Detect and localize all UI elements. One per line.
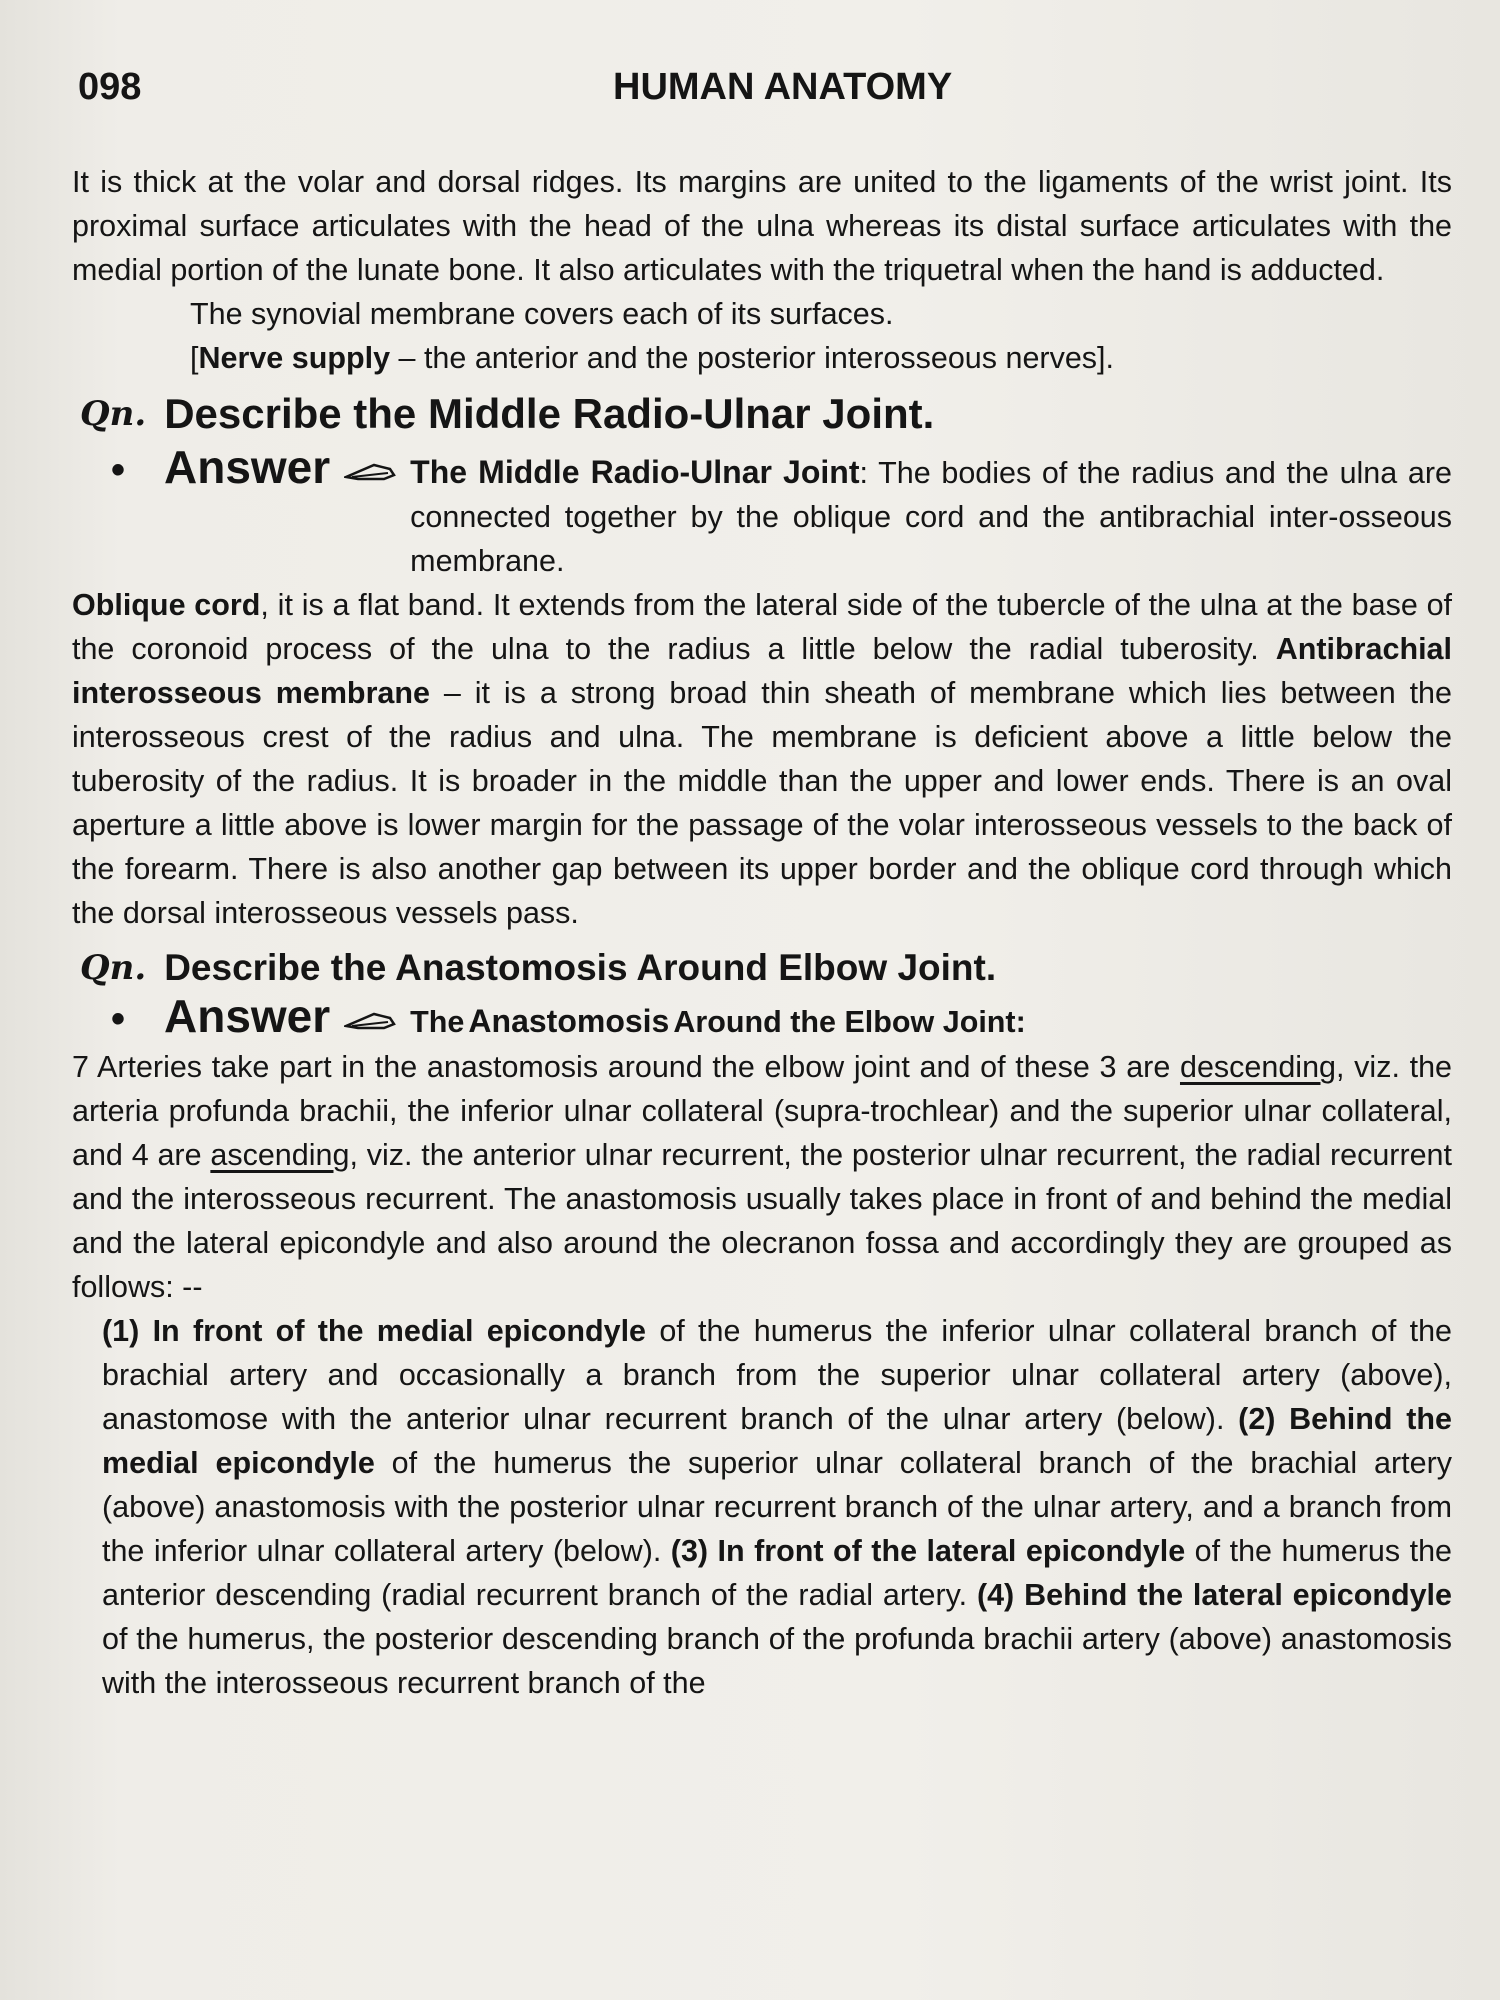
- question-marker: Qn.: [80, 394, 147, 434]
- nerve-supply-paragraph: [Nerve supply – the anterior and the posterior interosseous nerves].: [190, 341, 1114, 375]
- group-3-heading: (3) In front of the lateral epicondyle: [670, 1534, 1186, 1568]
- question-2-text: Describe the Anastomosis Around Elbow Joint: [164, 947, 986, 988]
- answer-2-paragraph: [72, 1045, 1452, 1309]
- bullet-icon: •: [110, 448, 125, 492]
- answer-1-continued: [72, 583, 1452, 935]
- descending-term: descending: [1179, 1050, 1336, 1084]
- running-head: HUMAN ANATOMY: [613, 66, 953, 108]
- answer-label: Answer: [164, 441, 331, 493]
- answer-2-the: The: [410, 1005, 465, 1039]
- writing-hand-icon: [344, 1008, 396, 1032]
- answer-1-intro: : The bodies of the radius and the ulna are connected together by the oblique cord and the antibrachial inter-osseous membrane.: [410, 456, 1453, 578]
- group-2-heading: (2) Behind the medial epicondyle: [102, 1402, 1452, 1480]
- question-marker: Qn.: [80, 948, 147, 988]
- synovial-paragraph: The synovial membrane covers each of its surfaces.: [190, 297, 894, 331]
- nerve-supply-text: – the anterior and the posterior interosseous nerves].: [390, 341, 1114, 375]
- answer-2-header: [72, 989, 1452, 1043]
- group-2-text: of the humerus the superior ulnar collateral branch of the brachial artery (above) anastomosis with the posterior ulnar recurrent branch of the ulnar artery, and a branch from the inferior ulnar collateral artery (below).: [102, 1446, 1452, 1568]
- page-header: [78, 66, 1420, 126]
- writing-hand-icon: [344, 459, 396, 483]
- question-1-text: Describe the Middle Radio-Ulnar Joint: [164, 390, 923, 437]
- answer-2-title: Anastomosis: [468, 1003, 670, 1039]
- page-content: [72, 160, 1452, 1705]
- group-3-text: of the humerus the anterior descending (radial recurrent branch of the radial artery.: [102, 1534, 1453, 1612]
- descending-list: , viz. the arteria profunda brachii, the inferior ulnar collateral (supra-trochlear) and the superior ulnar collateral, and 4 are: [72, 1050, 1453, 1172]
- anastomosis-groups: [72, 1309, 1452, 1705]
- bullet-icon: •: [110, 997, 125, 1041]
- intro-paragraph: It is thick at the volar and dorsal ridges. Its margins are united to the ligaments of the wrist joint. Its proximal surface articulates with the head of the ulna whereas its distal surface articulates with the medial portion of the lunate bone. It also articulates with the triquetral when the hand is adducted.: [72, 165, 1452, 287]
- group-4-heading: (4) Behind the lateral epicondyle: [976, 1578, 1452, 1612]
- answer-label: Answer: [164, 990, 331, 1042]
- group-1-heading: (1) In front of the medial epicondyle: [102, 1314, 647, 1348]
- nerve-supply-label: Nerve supply: [198, 341, 391, 375]
- membrane-text: – it is a strong broad thin sheath of membrane which lies between the interosseous crest of the radius and ulna. The membrane is deficient above a little below the tuberosity of the radius. It is broader in the middle than the upper and lower ends. There is an oval aperture a little above is lower margin for the passage of the volar interosseous vessels to the back of the forearm. There is also another gap between its upper border and the oblique cord through which the dorsal interosseous vessels pass.: [72, 676, 1452, 930]
- group-4-text: of the humerus, the posterior descending branch of the profunda brachii artery (above) anastomosis with the interosseous recurrent branch of the: [102, 1622, 1452, 1700]
- ascending-list: , viz. the anterior ulnar recurrent, the posterior ulnar recurrent, the radial recurrent and the interosseous recurrent. The anastomosis usually takes place in front of and behind the medial and the lateral epicondyle and also around the olecranon fossa and accordingly they are grouped as follows: --: [72, 1138, 1452, 1304]
- oblique-cord-text: , it is a flat band. It extends from the lateral side of the tubercle of the ulna at the base of the coronoid process of the ulna to the radius a little below the radial tuberosity.: [72, 588, 1453, 666]
- arteries-intro: 7 Arteries take part in the anastomosis around the elbow joint and of these 3 are: [72, 1050, 1180, 1084]
- ascending-term: ascending: [210, 1138, 350, 1172]
- answer-1-first-line: [410, 450, 1452, 583]
- question-2: Qn. Describe the Anastomosis Around Elbow Joint .: [80, 947, 997, 988]
- oblique-cord-term: Oblique cord: [72, 588, 261, 622]
- page-number: 098: [78, 66, 142, 108]
- membrane-term: Antibrachial interosseous membrane: [72, 632, 1452, 710]
- question-1: Qn. Describe the Middle Radio-Ulnar Joint .: [80, 390, 935, 437]
- group-1-text: of the humerus the inferior ulnar collateral branch of the brachial artery and occasionally a branch from the superior ulnar collateral artery (above), anastomose with the anterior ulnar recurrent branch of the ulnar artery (below).: [102, 1314, 1452, 1436]
- answer-1-title: The Middle Radio-Ulnar Joint: [410, 454, 860, 490]
- answer-2-title-rest: Around the Elbow Joint:: [673, 1005, 1026, 1039]
